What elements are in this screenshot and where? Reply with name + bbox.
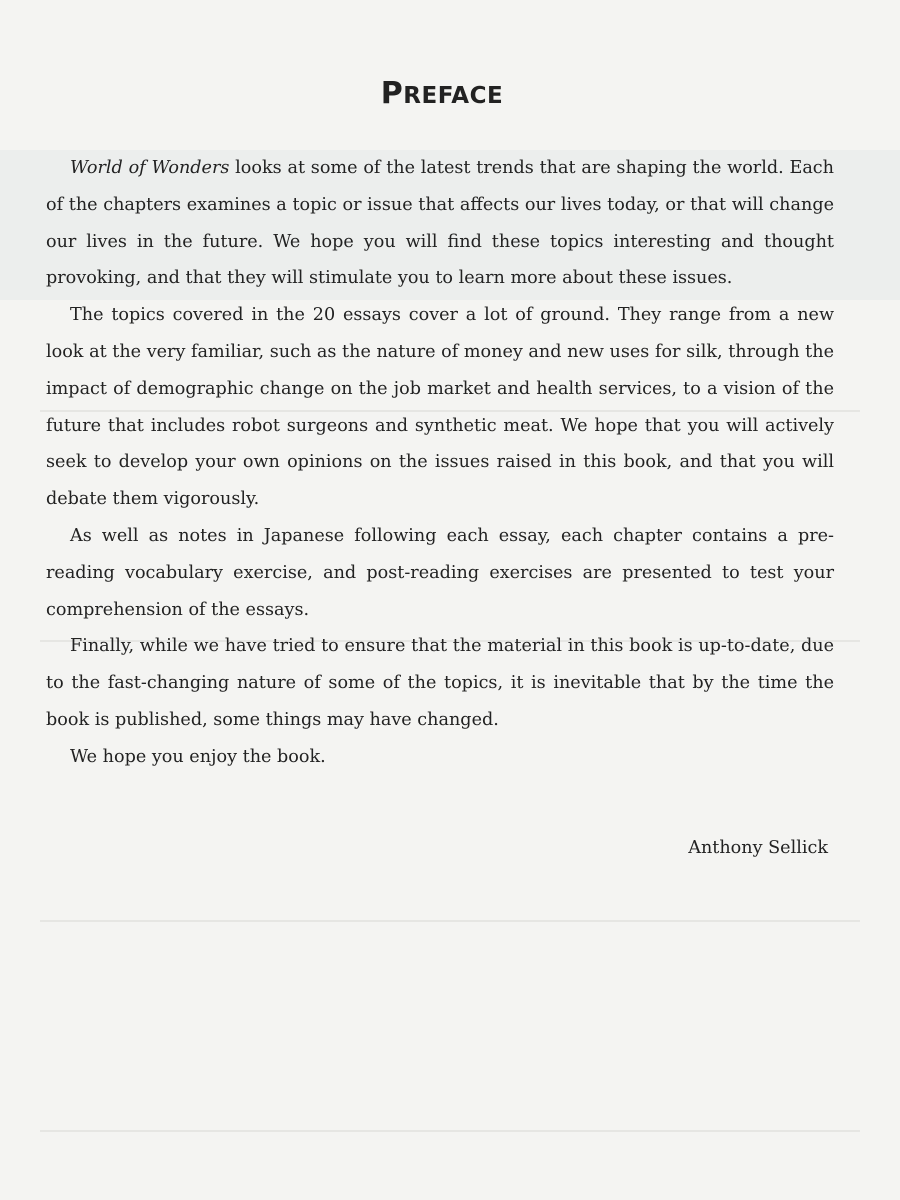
paragraph-3 xyxy=(46,518,834,628)
paragraph-text: Finally, while we have tried to ensure that the material in this book is up-to-date, due to the fast-changing nature of some of the topics, it is inevitable that by the time the book is published, some things may have changed. xyxy=(46,636,834,730)
paragraph-4 xyxy=(46,628,834,738)
paragraph-text: We hope you enjoy the book. xyxy=(70,746,326,767)
paragraph-5 xyxy=(46,739,834,776)
paragraph-1 xyxy=(46,150,834,297)
paragraph-2 xyxy=(46,297,834,518)
paragraph-text: The topics covered in the 20 essays cover a lot of ground. They range from a new look at the very familiar, such as the nature of money and new uses for silk, through the impact of demographic change on the job market and health services, to a vision of the future that includes robot surgeons and synthetic meat. We hope that you will actively seek to develop your own opinions on the issues raised in this book, and that you will debate them vigorously. xyxy=(46,305,834,510)
author-signature: Anthony Sellick xyxy=(688,838,828,858)
title-initial: P xyxy=(380,76,404,111)
paragraph-text: looks at some of the latest trends that are shaping the world. Each of the chapters examines a topic or issue that affects our lives today, or that will change our lives in the future. We hope you will find these topics interesting and thought provoking, and that they will stimulate you to learn more about these issues. xyxy=(46,158,834,289)
paragraph-text: As well as notes in Japanese following each essay, each chapter contains a pre-reading vocabulary exercise, and post-reading exercises are presented to test your comprehension of the essays. xyxy=(46,525,834,620)
book-title-italic: World of Wonders xyxy=(70,158,230,178)
title-rest: REFACE xyxy=(403,83,504,109)
preface-body xyxy=(46,150,834,776)
preface-page xyxy=(46,0,838,1200)
page-title xyxy=(46,76,838,111)
